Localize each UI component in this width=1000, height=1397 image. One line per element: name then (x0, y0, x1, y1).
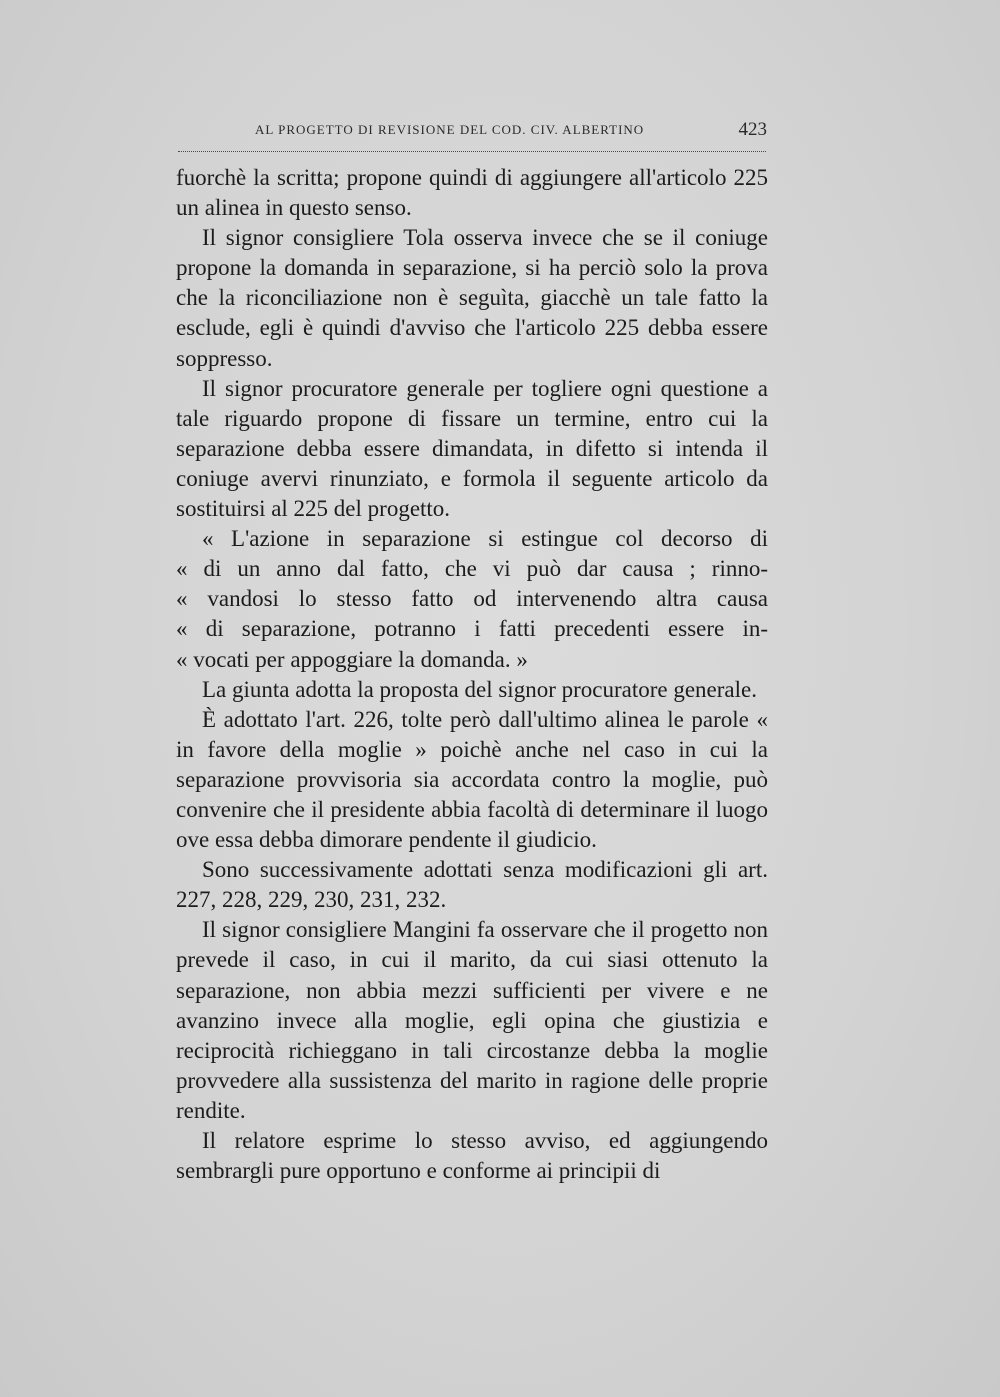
paragraph-giunta: La giunta adotta la proposta del signor procuratore generale. (202, 676, 757, 702)
paragraph-art-227-232: Sono successivamente adottati senza modificazioni gli art. 227, 228, 229, 230, 231, 232. (176, 857, 768, 913)
quoted-article-line: « vandosi lo stesso fatto od intervenendo altra causa (176, 586, 768, 612)
paragraph-tola: Il signor consigliere Tola osserva invece che se il coniuge propone la domanda in separazione, si ha perciò solo la prova che la riconciliazione non è seguìta, giacchè un tale fatto la esclude, egli è quindi d'avviso che l'articolo 225 debba essere soppresso. (176, 225, 768, 371)
quoted-article-line: « L'azione in separazione si estingue col decorso di (202, 526, 768, 552)
paragraph-continuation: fuorchè la scritta; propone quindi di aggiungere all'articolo 225 un alinea in questo senso. (176, 165, 768, 221)
paragraph-procuratore: Il signor procuratore generale per togliere ogni questione a tale riguardo propone di fissare un termine, entro cui la separazione debba essere dimandata, in difetto si intenda il coniuge avervi rinunziato, e formola il seguente articolo da sostituirsi al 225 del progetto. (176, 375, 768, 522)
paragraph-art-226: È adottato l'art. 226, tolte però dall'ultimo alinea le parole « in favore della moglie » poichè anche nel caso in cui la separazione provvisoria sia accordata contro la moglie, può convenire che il presidente abbia facoltà di determinare il luogo ove essa debba dimorare pendente il giudicio. (176, 706, 768, 853)
running-header-title: AL PROGETTO DI REVISIONE DEL COD. CIV. ALBERTINO (255, 122, 645, 137)
paragraph-mangini: Il signor consigliere Mangini fa osservare che il progetto non prevede il caso, in cui il marito, da cui siasi ottenuto la separazione, non abbia mezzi sufficienti per vivere e ne avanzino invece alla moglie, egli opina che giustizia e reciprocità richieggano in tali circostanze debba la moglie provvedere alla sussistenza del marito in ragione delle proprie rendite. (176, 917, 768, 1123)
quoted-article-line: « di separazione, potranno i fatti precedenti essere in- (176, 616, 768, 642)
header-divider (178, 151, 766, 152)
page-number: 423 (738, 119, 767, 140)
body-text (176, 163, 768, 1186)
quoted-article-line: « di un anno dal fatto, che vi può dar causa ; rinno- (176, 556, 768, 582)
quoted-article (176, 524, 768, 674)
paragraph-relatore: Il relatore esprime lo stesso avviso, ed aggiungendo sembrargli pure opportuno e conforme ai principii di (176, 1128, 768, 1184)
quoted-article-line: « vocati per appoggiare la domanda. » (176, 646, 528, 672)
